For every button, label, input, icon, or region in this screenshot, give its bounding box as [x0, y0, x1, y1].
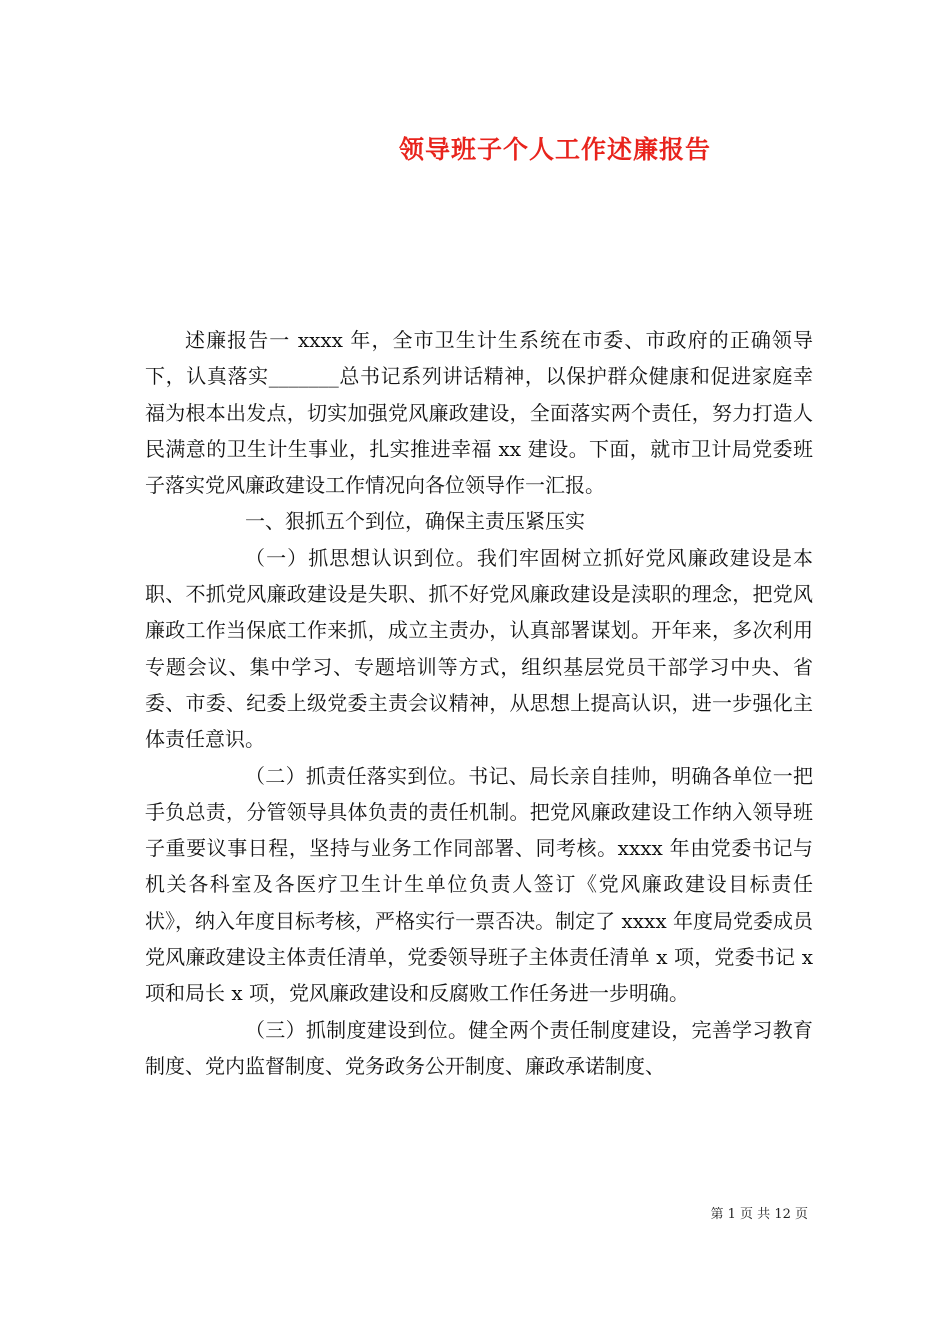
document-body	[145, 322, 813, 1084]
paragraph-item-2: （二）抓责任落实到位。书记、局长亲自挂帅，明确各单位一把手负总责，分管领导具体负责的责任机制。把党风廉政建设工作纳入领导班子重要议事日程，坚持与业务工作同部署、同考核。xxxx 年由党委书记与机关各科室及各医疗卫生计生单位负责人签订《党风廉政建设目标责任状》，纳入年度目标考核，严格实行一票否决。制定了 xxxx 年度局党委成员党风廉政建设主体责任清单，党委领导班子主体责任清单 x 项，党委书记 x 项和局长 x 项，党风廉政建设和反腐败工作任务进一步明确。	[145, 763, 813, 1006]
paragraph-item-1: （一）抓思想认识到位。我们牢固树立抓好党风廉政建设是本职、不抓党风廉政建设是失职、抓不好党风廉政建设是渎职的理念，把党风廉政工作当保底工作来抓，成立主责办，认真部署谋划。开年来，多次利用专题会议、集中学习、专题培训等方式，组织基层党员干部学习中央、省委、市委、纪委上级党委主责会议精神，从思想上提高认识，进一步强化主体责任意识。	[145, 545, 813, 752]
paragraph-item-3: （三）抓制度建设到位。健全两个责任制度建设，完善学习教育制度、党内监督制度、党务政务公开制度、廉政承诺制度、	[145, 1017, 813, 1078]
document-title: 领导班子个人工作述廉报告	[398, 135, 711, 164]
page-number-footer: 第 1 页 共 12 页	[710, 1207, 808, 1222]
section-heading: 一、狠抓五个到位，确保主责压紧压实	[245, 509, 585, 534]
paragraph-intro: 述廉报告一 xxxx 年，全市卫生计生系统在市委、市政府的正确领导下，认真落实_______总书记系列讲话精神，以保护群众健康和促进家庭幸福为根本出发点，切实加强党风廉政建设，全面落实两个责任，努力打造人民满意的卫生计生事业，扎实推进幸福 xx 建设。下面，就市卫计局党委班子落实党风廉政建设工作情况向各位领导作一汇报。	[145, 328, 813, 498]
